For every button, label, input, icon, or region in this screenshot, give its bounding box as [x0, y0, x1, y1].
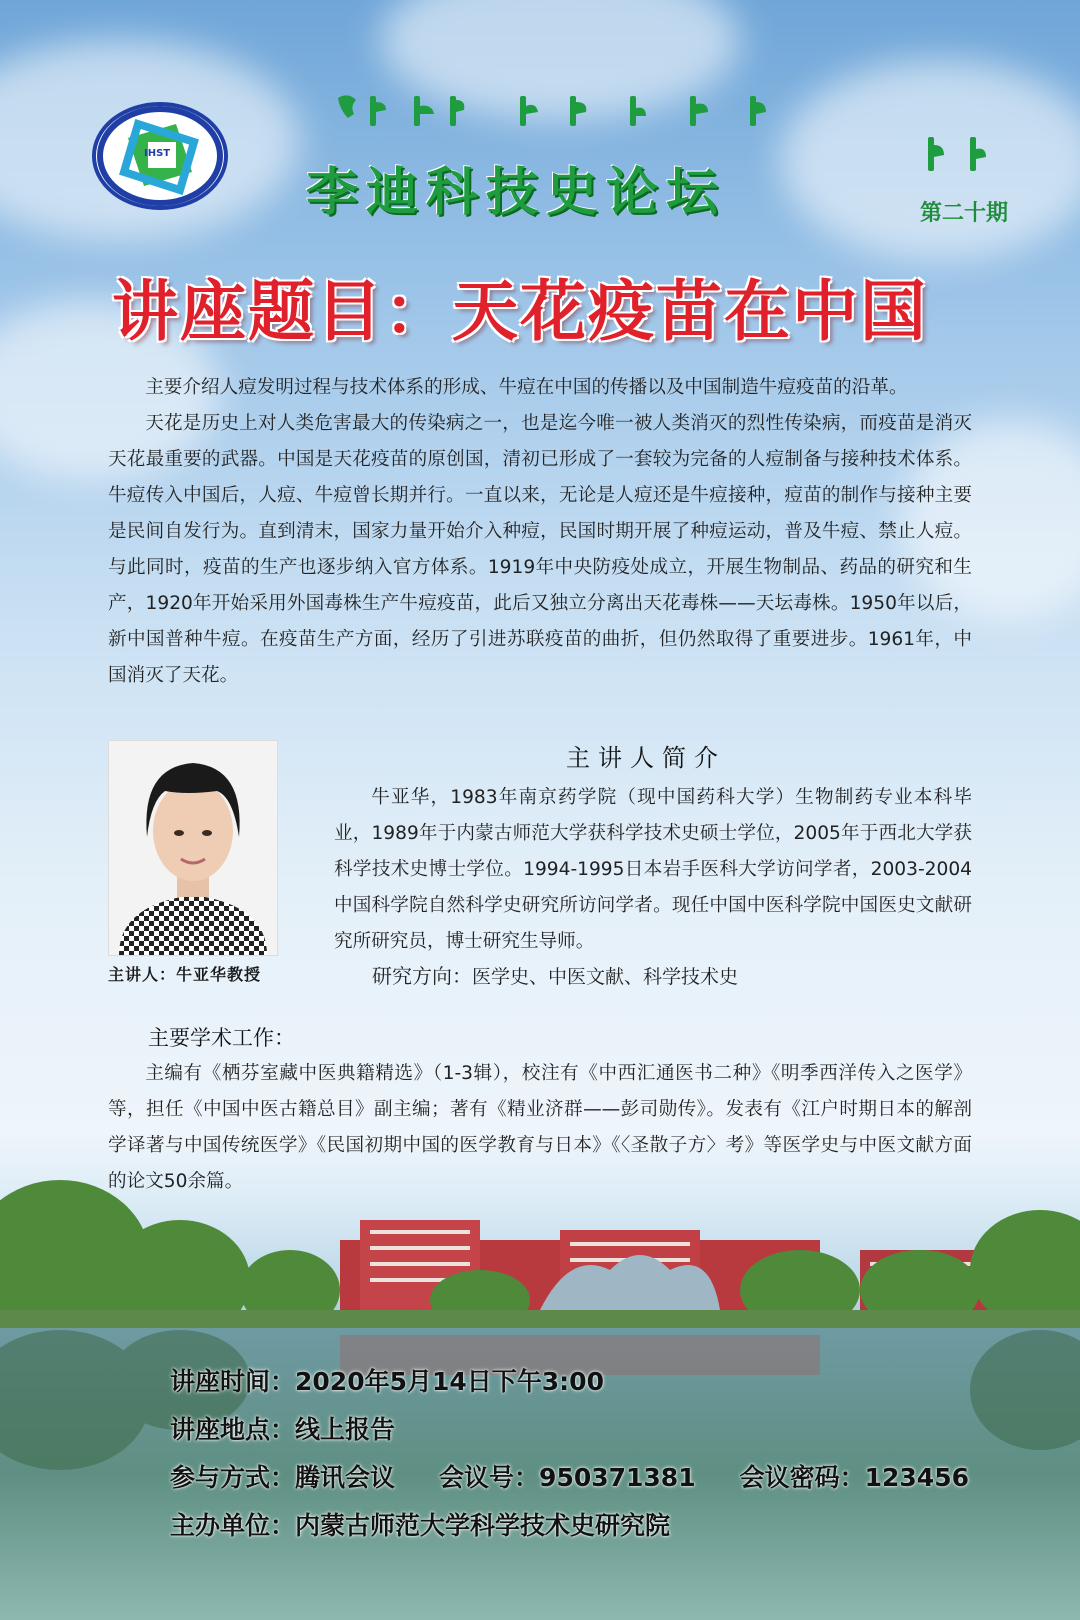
lecture-title: 讲座题目：天花疫苗在中国	[112, 272, 928, 350]
abstract-intro: 主要介绍人痘发明过程与技术体系的形成、牛痘在中国的传播以及中国制造牛痘疫苗的沿革。	[145, 377, 908, 398]
mongolian-script-title	[330, 92, 810, 132]
lecture-place	[170, 1410, 395, 1446]
academic-works-text: 主编有《栖芬室藏中医典籍精选》（1-3辑），校注有《中西汇通医书二种》《明季西洋传入之医学》等，担任《中国中医古籍总目》副主编；著有《精业济群——彭司勋传》。发表有《江户时期日本的解剖学译著与中国传统医学》《民国初期中国的医学教育与日本》《〈圣散子方〉考》等医学史与中医文献方面的论文50余篇。	[108, 1063, 972, 1192]
abstract	[108, 370, 972, 694]
speaker-photo	[108, 740, 278, 956]
forum-title: 李迪科技史论坛	[306, 163, 727, 223]
research-areas	[372, 960, 738, 989]
meeting-id: 950371381	[539, 1463, 696, 1492]
speaker-bio	[334, 780, 972, 960]
abstract-body: 天花是历史上对人类危害最大的传染病之一，也是迄今唯一被人类消灭的烈性传染病，而疫苗是消灭天花最重要的武器。中国是天花疫苗的原创国，清初已形成了一套较为完备的人痘制备与接种技术体系。牛痘传入中国后，人痘、牛痘曾长期并行。一直以来，无论是人痘还是牛痘接种，痘苗的制作与接种主要是民间自发行为。直到清末，国家力量开始介入种痘，民国时期开展了种痘运动，普及牛痘、禁止人痘。与此同时，疫苗的生产也逐步纳入官方体系。1919年中央防疫处成立，开展生物制品、药品的研究和生产，1920年开始采用外国毒株生产牛痘疫苗，此后又独立分离出天花毒株——天坛毒株。1950年以后，新中国普种牛痘。在疫苗生产方面，经历了引进苏联疫苗的曲折，但仍然取得了重要进步。1961年，中国消灭了天花。	[108, 413, 972, 686]
participation-value: 腾讯会议	[295, 1463, 396, 1492]
lecture-time-value: 2020年5月14日下午3:00	[295, 1367, 604, 1396]
lecture-place-label: 讲座地点：	[170, 1415, 296, 1444]
research-label: 研究方向：	[372, 964, 472, 988]
organizer-label: 主办单位：	[170, 1511, 296, 1540]
institute-logo	[92, 102, 228, 210]
speaker-bio-text: 牛亚华，1983年南京药学院（现中国药科大学）生物制药专业本科毕业，1989年于内蒙古师范大学获科学技术史硕士学位，2005年于西北大学获科学技术史博士学位。1994-1995日本岩手医科大学访问学者，2003-2004中国科学院自然科学史研究所访问学者。现任中国中医科学院中国医史文献研究所研究员，博士研究生导师。	[334, 787, 972, 952]
lecture-time-label: 讲座时间：	[170, 1367, 296, 1396]
meeting-password-label: 会议密码：	[739, 1463, 865, 1492]
works-heading: 主要学术工作：	[148, 1026, 295, 1050]
lecture-place-value: 线上报告	[295, 1415, 396, 1444]
meeting-password: 123456	[864, 1463, 969, 1492]
issue-number: 第二十期	[920, 200, 1009, 226]
bio-heading: 主讲人简介	[566, 744, 726, 772]
research-value: 医学史、中医文献、科学技术史	[472, 966, 739, 988]
meeting-id-label: 会议号：	[439, 1463, 540, 1492]
participation	[170, 1458, 969, 1494]
organizer-value: 内蒙古师范大学科学技术史研究院	[295, 1511, 671, 1540]
mongolian-script-issue	[920, 135, 1000, 175]
organizer	[170, 1506, 670, 1542]
speaker-caption: 主讲人：牛亚华教授	[108, 965, 262, 984]
logo-text: IHST	[144, 148, 171, 159]
participation-label: 参与方式：	[170, 1463, 296, 1492]
lecture-time	[170, 1362, 604, 1398]
